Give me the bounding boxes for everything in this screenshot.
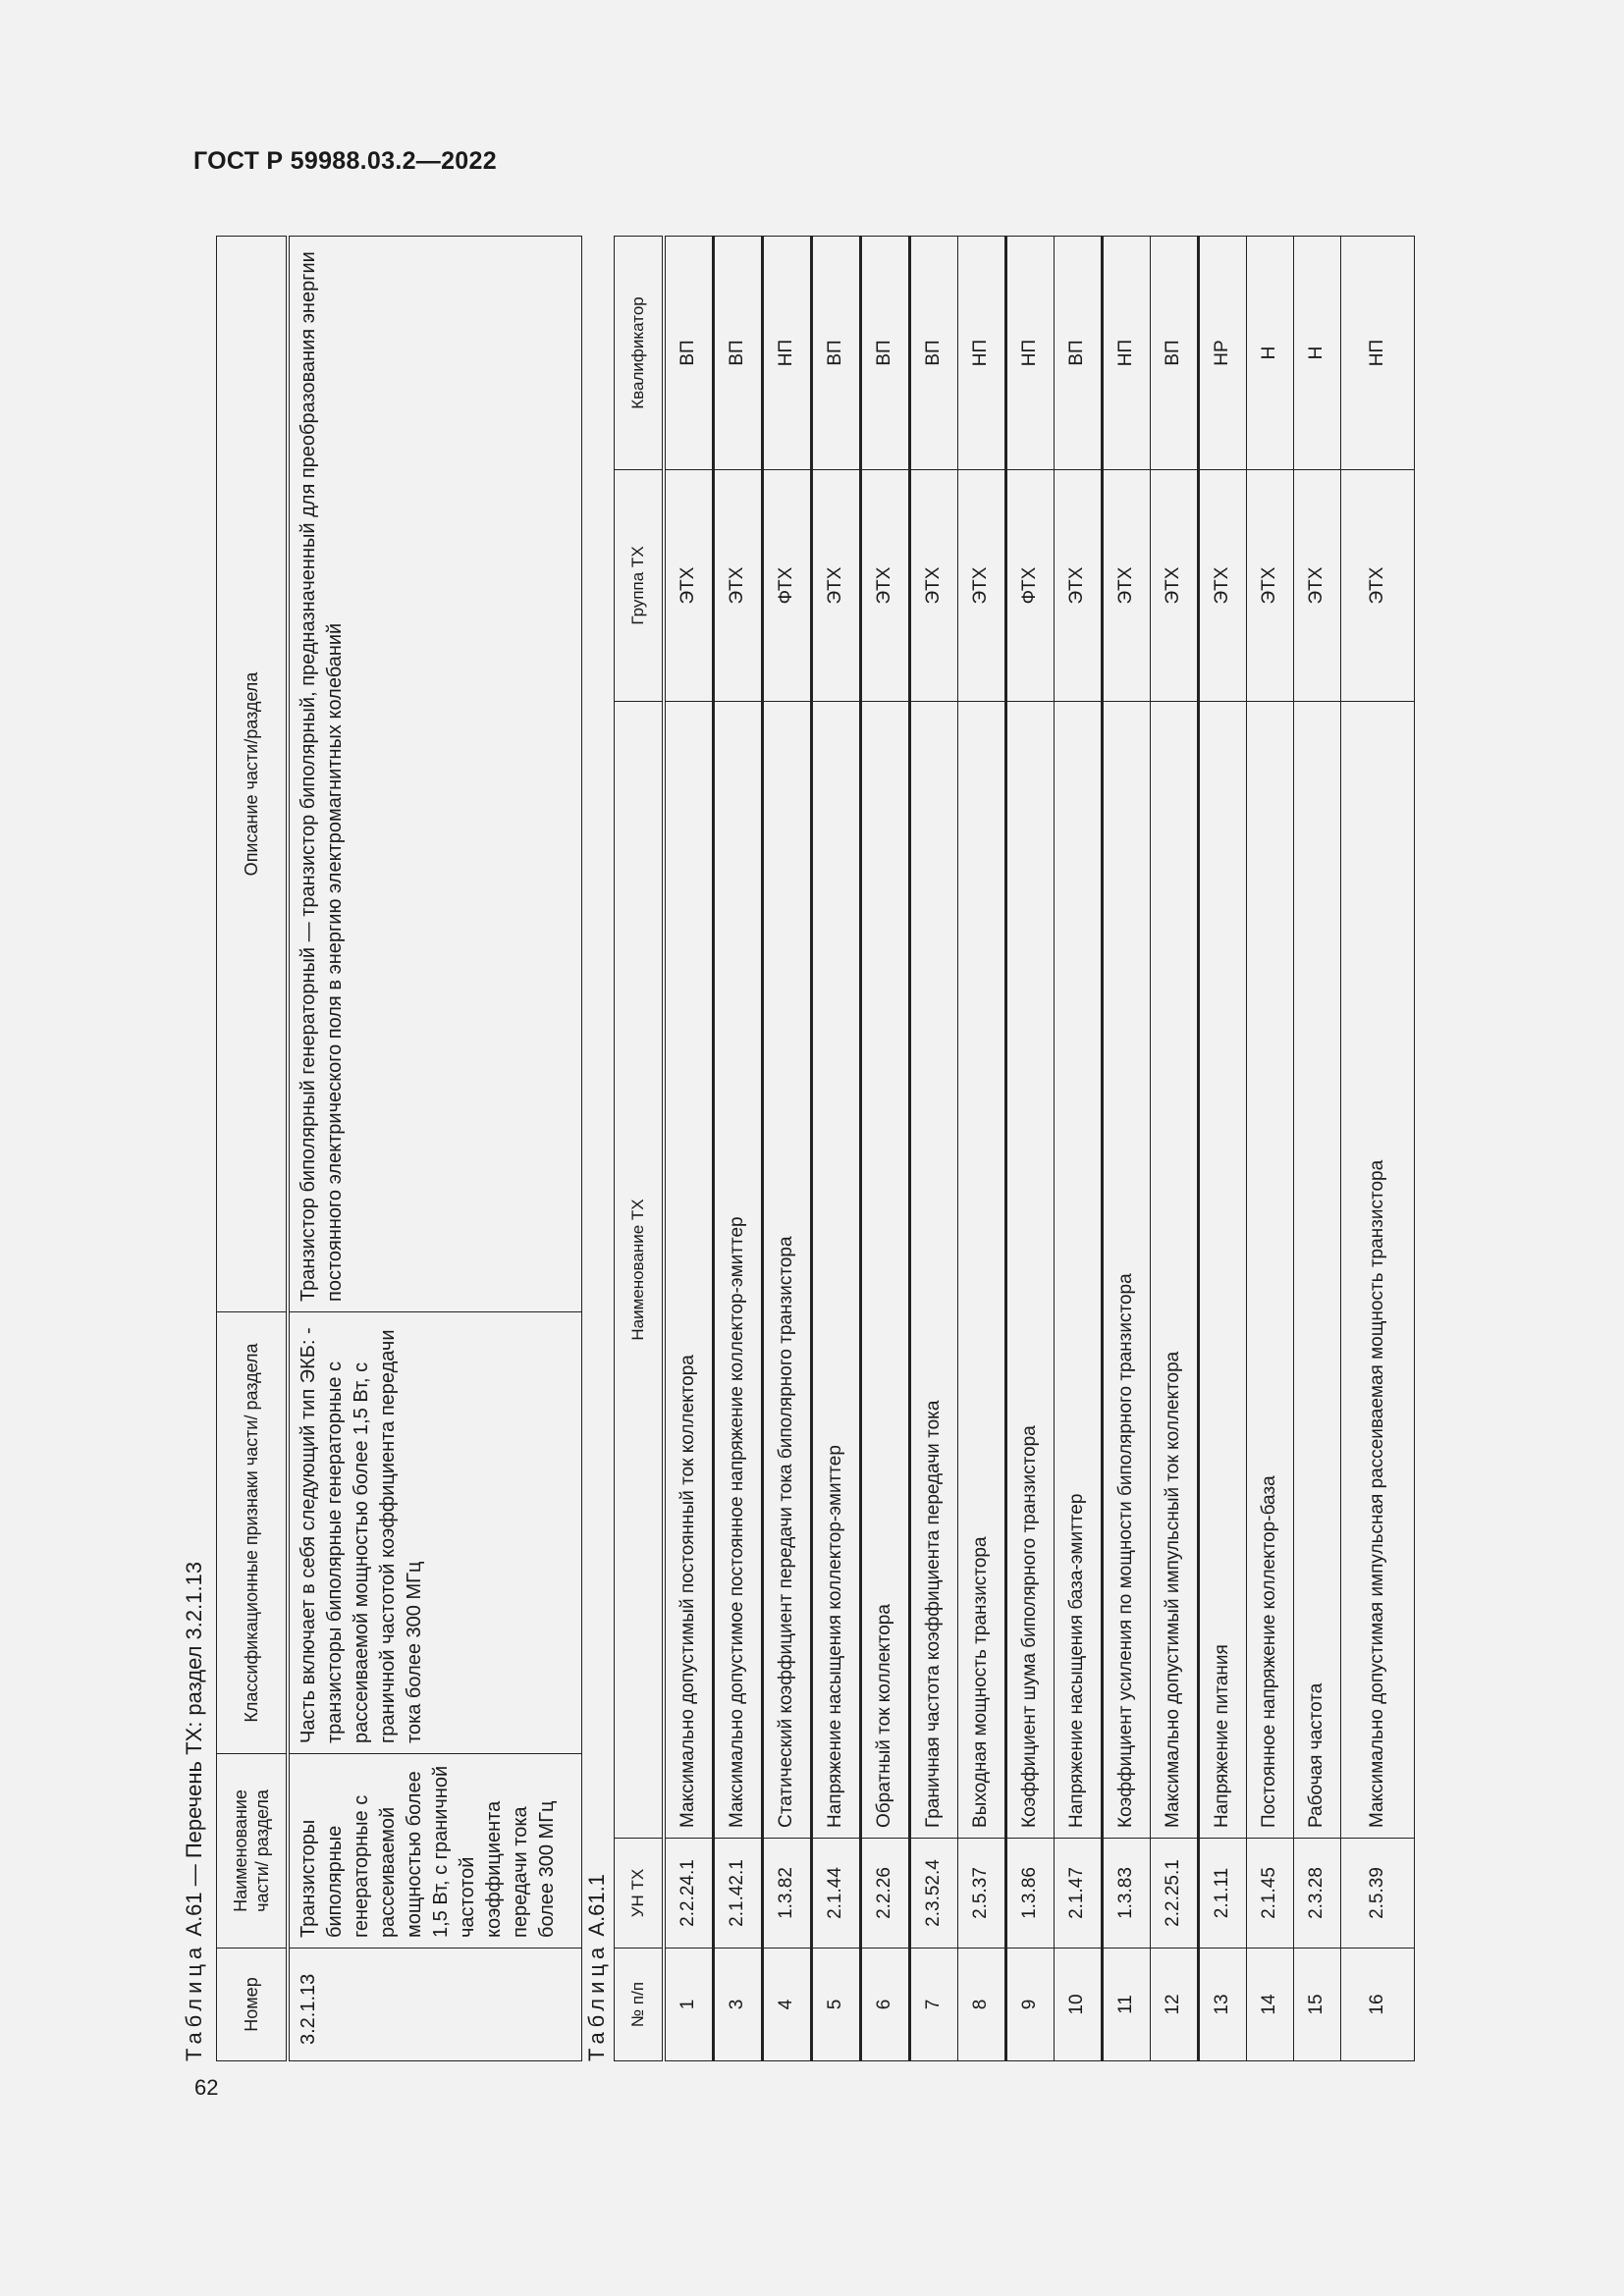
cell-name: Граничная частота коэффициента передачи тока (910, 702, 958, 1839)
cell-name: Максимально допустимое постоянное напряжение коллектор-эмиттер (714, 702, 763, 1839)
cell-code: 2.2.26 (861, 1839, 910, 1949)
cell-no: 16 (1341, 1949, 1415, 2061)
cell-no: 8 (958, 1949, 1006, 2061)
cell-code: 1.3.82 (763, 1839, 812, 1949)
cell-code: 2.1.45 (1247, 1839, 1294, 1949)
cell-features: Часть включает в себя следующий тип ЭКБ: - транзисторы биполярные генераторные с рассеиваемой мощностью более 1,5 Вт, с граничной частотой коэффициента передачи тока более 300 МГц (288, 1312, 582, 1754)
cell-code: 2.5.37 (958, 1839, 1006, 1949)
cell-qualifier: ВП (1055, 237, 1103, 470)
caption-word: Таблица (584, 1942, 609, 2061)
cell-qualifier: НП (1103, 237, 1151, 470)
cell-code: 2.1.44 (812, 1839, 861, 1949)
cell-group: ЭТХ (1103, 470, 1151, 702)
column-header-group: Группа ТХ (615, 470, 665, 702)
cell-name: Транзисторы биполярные генераторные с рассеиваемой мощностью более 1,5 Вт, с граничной частотой коэффициента передачи тока более 300 МГц (288, 1754, 582, 1949)
cell-group: ЭТХ (812, 470, 861, 702)
cell-name: Коэффициент усиления по мощности биполярного транзистора (1103, 702, 1151, 1839)
cell-code: 2.1.11 (1199, 1839, 1247, 1949)
page-number: 62 (194, 2075, 219, 2100)
cell-no: 12 (1151, 1949, 1199, 2061)
cell-name: Рабочая частота (1294, 702, 1341, 1839)
cell-qualifier: ВП (812, 237, 861, 470)
cell-code: 2.2.24.1 (664, 1839, 714, 1949)
cell-qualifier: ВП (861, 237, 910, 470)
cell-qualifier: НП (1341, 237, 1415, 470)
cell-group: ЭТХ (1055, 470, 1103, 702)
cell-qualifier: НП (763, 237, 812, 470)
cell-name: Обратный ток коллектора (861, 702, 910, 1839)
table-row (910, 237, 958, 2061)
table-a611 (614, 236, 1415, 2061)
cell-code: 1.3.83 (1103, 1839, 1151, 1949)
cell-group: ЭТХ (861, 470, 910, 702)
cell-name: Напряжение насыщения база-эмиттер (1055, 702, 1103, 1839)
cell-qualifier: Н (1294, 237, 1341, 470)
column-header-features: Классификационные признаки части/ раздела (217, 1312, 289, 1754)
caption-text: А.61.1 (584, 1874, 609, 1937)
table-row (812, 237, 861, 2061)
cell-qualifier: Н (1247, 237, 1294, 470)
table-row (1006, 237, 1055, 2061)
cell-group: ЭТХ (958, 470, 1006, 702)
cell-code: 2.3.52.4 (910, 1839, 958, 1949)
cell-code: 2.2.25.1 (1151, 1839, 1199, 1949)
cell-no: 3 (714, 1949, 763, 2061)
cell-code: 2.3.28 (1294, 1839, 1341, 1949)
cell-no: 1 (664, 1949, 714, 2061)
cell-number: 3.2.1.13 (288, 1949, 582, 2061)
cell-code: 2.5.39 (1341, 1839, 1415, 1949)
cell-group: ЭТХ (1294, 470, 1341, 702)
cell-no: 11 (1103, 1949, 1151, 2061)
cell-no: 10 (1055, 1949, 1103, 2061)
rotated-content (177, 216, 1483, 2081)
cell-name: Выходная мощность транзистора (958, 702, 1006, 1839)
table-row (1103, 237, 1151, 2061)
table-row (1247, 237, 1294, 2061)
cell-no: 5 (812, 1949, 861, 2061)
cell-group: ФТХ (1006, 470, 1055, 702)
cell-no: 13 (1199, 1949, 1247, 2061)
table-row (861, 237, 910, 2061)
cell-group: ЭТХ (910, 470, 958, 702)
caption-text: А.61 — Перечень ТХ: раздел 3.2.1.13 (182, 1561, 206, 1937)
cell-qualifier: НП (1006, 237, 1055, 470)
cell-name: Максимально допустимая импульсная рассеиваемая мощность транзистора (1341, 702, 1415, 1839)
cell-group: ЭТХ (714, 470, 763, 702)
table-row (714, 237, 763, 2061)
cell-qualifier: НР (1199, 237, 1247, 470)
cell-name: Напряжение питания (1199, 702, 1247, 1839)
table-row (763, 237, 812, 2061)
cell-name: Коэффициент шума биполярного транзистора (1006, 702, 1055, 1839)
cell-group: ЭТХ (1199, 470, 1247, 702)
cell-group: ЭТХ (1151, 470, 1199, 702)
table-a61 (216, 236, 582, 2061)
cell-name: Статический коэффициент передачи тока биполярного транзистора (763, 702, 812, 1839)
cell-name: Напряжение насыщения коллектор-эмиттер (812, 702, 861, 1839)
table-row (1055, 237, 1103, 2061)
cell-no: 7 (910, 1949, 958, 2061)
cell-code: 2.1.42.1 (714, 1839, 763, 1949)
column-header-name: Наименование части/ раздела (217, 1754, 289, 1949)
cell-qualifier: ВП (1151, 237, 1199, 470)
caption-word: Таблица (182, 1942, 206, 2061)
table-row (288, 237, 582, 2061)
table-row (1294, 237, 1341, 2061)
cell-no: 14 (1247, 1949, 1294, 2061)
document-header: ГОСТ Р 59988.03.2—2022 (193, 147, 497, 175)
table-row (1199, 237, 1247, 2061)
cell-group: ЭТХ (1341, 470, 1415, 702)
column-header-no: № п/п (615, 1949, 665, 2061)
cell-qualifier: НП (958, 237, 1006, 470)
cell-description: Транзистор биполярный генераторный — транзистор биполярный, предназначенный для преобразования энергии постоянного электрического поля в энергию электромагнитных колебаний (288, 237, 582, 1312)
cell-code: 1.3.86 (1006, 1839, 1055, 1949)
cell-no: 6 (861, 1949, 910, 2061)
cell-qualifier: ВП (664, 237, 714, 470)
cell-name: Максимально допустимый импульсный ток коллектора (1151, 702, 1199, 1839)
cell-name: Максимально допустимый постоянный ток коллектора (664, 702, 714, 1839)
cell-no: 15 (1294, 1949, 1341, 2061)
cell-group: ФТХ (763, 470, 812, 702)
cell-name: Постоянное напряжение коллектор-база (1247, 702, 1294, 1839)
column-header-number: Номер (217, 1949, 289, 2061)
column-header-code: УН ТХ (615, 1839, 665, 1949)
table-row (664, 237, 714, 2061)
column-header-description: Описание части/раздела (217, 237, 289, 1312)
table-a611-header-row (615, 237, 665, 2061)
cell-qualifier: ВП (910, 237, 958, 470)
column-header-name: Наименование ТХ (615, 702, 665, 1839)
cell-no: 9 (1006, 1949, 1055, 2061)
cell-no: 4 (763, 1949, 812, 2061)
cell-group: ЭТХ (1247, 470, 1294, 702)
cell-group: ЭТХ (664, 470, 714, 702)
table-row (1151, 237, 1199, 2061)
table-row (958, 237, 1006, 2061)
table-row (1341, 237, 1415, 2061)
cell-qualifier: ВП (714, 237, 763, 470)
column-header-qualifier: Квалификатор (615, 237, 665, 470)
table-a61-caption (182, 1562, 207, 2061)
cell-code: 2.1.47 (1055, 1839, 1103, 1949)
table-a611-caption (584, 1874, 610, 2061)
table-a61-header-row (217, 237, 289, 2061)
